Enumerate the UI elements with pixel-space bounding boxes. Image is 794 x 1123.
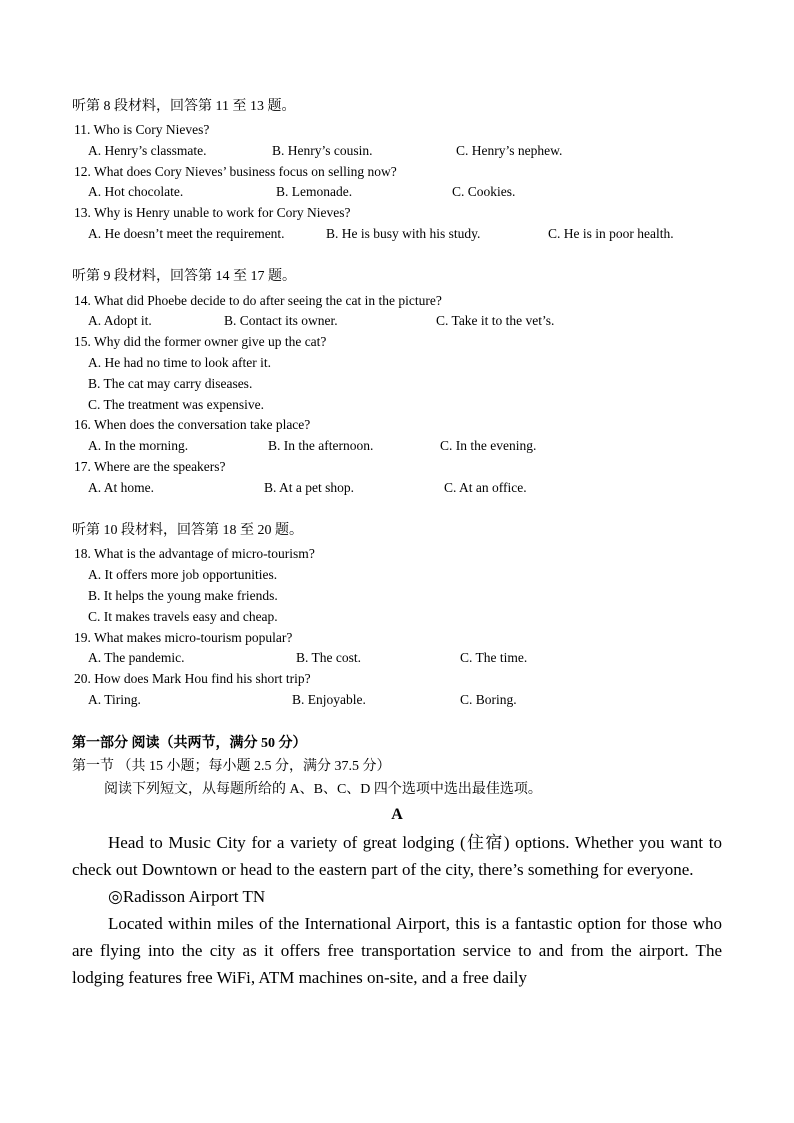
q20-option-c: C. Boring. (460, 692, 517, 707)
question-16: 16. When does the conversation take place? (74, 417, 311, 432)
q15-option-c: C. The treatment was expensive. (88, 397, 264, 412)
passage-subheading: ◎Radisson Airport TN (108, 887, 266, 906)
q18-option-b: B. It helps the young make friends. (88, 588, 278, 603)
question-18: 18. What is the advantage of micro-tourism? (74, 546, 315, 561)
q20-option-b: B. Enjoyable. (292, 692, 366, 707)
passage-label: A (391, 806, 403, 823)
q16-option-b: B. In the afternoon. (268, 438, 374, 453)
reading-section-title: 第一节 （共 15 小题；每小题 2.5 分，满分 37.5 分） (72, 759, 391, 774)
q15-option-b: B. The cat may carry diseases. (88, 376, 253, 391)
question-11: 11. Who is Cory Nieves? (74, 122, 210, 137)
reading-part-title: 第一部分 阅读（共两节，满分 50 分） (72, 736, 307, 751)
q19-option-c: C. The time. (460, 650, 528, 665)
reading-instruction: 阅读下列短文，从每题所给的 A、B、C、D 四个选项中选出最佳选项。 (104, 782, 542, 797)
q18-option-a: A. It offers more job opportunities. (88, 567, 278, 582)
q15-option-a: A. He had no time to look after it. (88, 355, 271, 370)
q11-option-a: A. Henry’s classmate. (88, 143, 207, 158)
passage-paragraph-2: Located within miles of the International Airport, this is a fantastic option for those who are flying into the city as it offers free transportation service to and from the airport. The lodging features free WiFi, ATM machines on-site, and a free daily (72, 914, 722, 987)
q18-option-c: C. It makes travels easy and cheap. (88, 609, 278, 624)
q13-option-b: B. He is busy with his study. (326, 226, 481, 241)
q14-option-c: C. Take it to the vet’s. (436, 313, 555, 328)
q17-option-a: A. At home. (88, 480, 154, 495)
question-20: 20. How does Mark Hou find his short trip? (74, 671, 311, 686)
q16-option-a: A. In the morning. (88, 438, 189, 453)
section9-heading: 听第 9 段材料，回答第 14 至 17 题。 (72, 269, 296, 284)
question-15: 15. Why did the former owner give up the cat? (74, 334, 327, 349)
q13-option-a: A. He doesn’t meet the requirement. (88, 226, 285, 241)
q11-option-c: C. Henry’s nephew. (456, 143, 563, 158)
section10-heading: 听第 10 段材料，回答第 18 至 20 题。 (72, 523, 303, 538)
q20-option-a: A. Tiring. (88, 692, 141, 707)
q12-option-b: B. Lemonade. (276, 184, 353, 199)
q19-option-a: A. The pandemic. (88, 650, 185, 665)
q14-option-b: B. Contact its owner. (224, 313, 338, 328)
q16-option-c: C. In the evening. (440, 438, 537, 453)
question-13: 13. Why is Henry unable to work for Cory Nieves? (74, 205, 351, 220)
question-12: 12. What does Cory Nieves’ business focus on selling now? (74, 164, 397, 179)
passage-paragraph-1: Head to Music City for a variety of great lodging (住宿) options. Whether you want to check out Downtown or head to the eastern part of the city, there’s something for everyone. (72, 833, 722, 879)
question-17: 17. Where are the speakers? (74, 459, 226, 474)
q19-option-b: B. The cost. (296, 650, 361, 665)
q17-option-c: C. At an office. (444, 480, 527, 495)
q14-option-a: A. Adopt it. (88, 313, 152, 328)
q13-option-c: C. He is in poor health. (548, 226, 674, 241)
q12-option-c: C. Cookies. (452, 184, 516, 199)
passage-a (72, 829, 722, 991)
question-14: 14. What did Phoebe decide to do after seeing the cat in the picture? (74, 293, 442, 308)
q17-option-b: B. At a pet shop. (264, 480, 354, 495)
question-19: 19. What makes micro-tourism popular? (74, 630, 293, 645)
section8-heading: 听第 8 段材料，回答第 11 至 13 题。 (72, 99, 296, 114)
q11-option-b: B. Henry’s cousin. (272, 143, 373, 158)
q12-option-a: A. Hot chocolate. (88, 184, 184, 199)
